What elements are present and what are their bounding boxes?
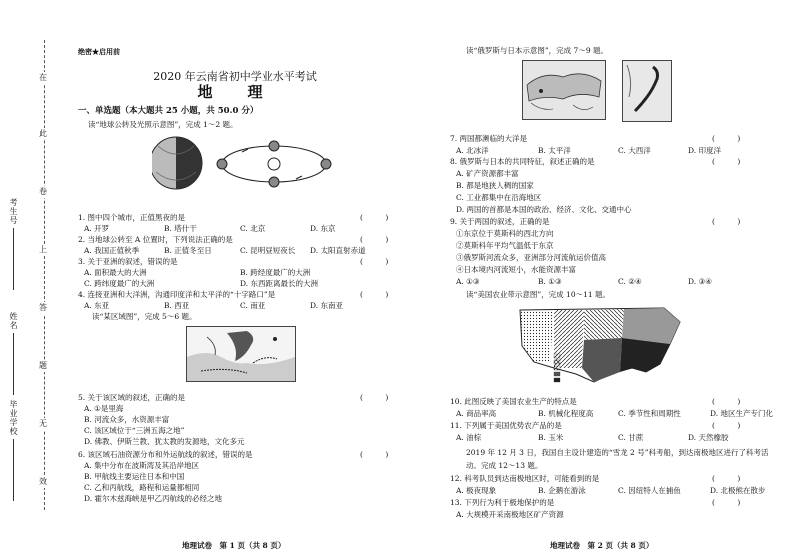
option: A. 商品率高: [456, 409, 497, 418]
school-field: 毕业学校: [8, 400, 18, 501]
candidate-number-field: 考生号: [8, 198, 18, 290]
option: D. 霍尔木兹海峡是甲乙丙航线的必经之地: [84, 494, 223, 503]
option: A. ①是里海: [84, 404, 124, 413]
page-footer: 地理试卷 第 1 页（共 8 页）: [182, 541, 286, 550]
page-right: [420, 0, 790, 560]
option: B. 正值冬至日: [164, 246, 212, 255]
option: D. 印度洋: [688, 146, 722, 155]
option: C. ②④: [618, 277, 642, 286]
subject-title: 地 理: [197, 83, 273, 101]
question-2: 2. 当地球公转至 A 位置时，下列说法正确的是: [78, 235, 233, 244]
option: C. 甘蔗: [618, 433, 644, 442]
earth-revolution-figure: [152, 132, 332, 196]
japan-map: [623, 61, 671, 121]
option: D. 天然橡胶: [688, 433, 729, 442]
question-13: 13. 下列行为利于极地保护的是: [450, 498, 555, 507]
option: A. 极夜现象: [456, 486, 497, 495]
option: D. 东西距离最长的大洲: [240, 279, 319, 288]
answer-paren: ( ): [712, 474, 741, 483]
answer-paren: ( ): [360, 235, 389, 244]
statement: ①东京位于莫斯科的西北方向: [456, 229, 554, 238]
us-agriculture-map-figure: [514, 302, 684, 394]
option: C. 大西洋: [618, 146, 651, 155]
option: B. 跨经度最广的大洲: [240, 268, 311, 277]
question-10: 10. 此图反映了美国农业生产的特点是: [450, 397, 577, 406]
question-11: 11. 下列属于美国优势农产品的是: [450, 421, 562, 430]
binding-char: 无: [39, 419, 47, 428]
option: C. 北京: [240, 224, 266, 233]
answer-paren: ( ): [360, 257, 389, 266]
earth-revolution-diagram: [152, 132, 332, 196]
question-8: 8. 俄罗斯与日本的共同特征，叙述正确的是: [450, 157, 595, 166]
intro-5-6: 读“某区域图”，完成 5～6 题。: [92, 312, 197, 321]
option: A. 面积最大的大洲: [84, 268, 147, 277]
option: B. 河流众多，水资源丰富: [84, 415, 170, 424]
option: A. ①③: [456, 277, 480, 286]
option: D. 佛教、伊斯兰教、犹太教的发源地，文化多元: [84, 437, 245, 446]
option: B. 太平洋: [538, 146, 571, 155]
option: D. 太阳直射赤道: [310, 246, 366, 255]
answer-paren: ( ): [712, 421, 741, 430]
question-7: 7. 两国都濒临的大洋是: [450, 134, 528, 143]
answer-paren: ( ): [360, 290, 389, 299]
option: D. 东京: [310, 224, 336, 233]
statement: ④日本境内河流短小，水能资源丰富: [456, 265, 576, 274]
option: D. 地区生产专门化: [710, 409, 774, 418]
option: A. 矿产资源都丰富: [456, 169, 519, 178]
binding-char: 卷: [39, 187, 47, 196]
option: D. ③④: [688, 277, 712, 286]
option: C. 工业都集中在沿海地区: [456, 193, 542, 202]
option: B. ①③: [538, 277, 562, 286]
question-12: 12. 科考队员到达南极地区时，可能看到的是: [450, 474, 600, 483]
question-9: 9. 关于两国的叙述，正确的是: [450, 217, 550, 226]
russia-map: [523, 61, 605, 119]
binding-char: 此: [39, 129, 47, 138]
intro-10-11: 读“美国农业带示意图”，完成 10～11 题。: [466, 290, 611, 299]
option: D. 东南亚: [310, 301, 344, 310]
exam-title: 2020 年云南省初中学业水平考试: [153, 70, 317, 83]
russia-map-figure: [522, 60, 606, 120]
option: C. 该区域位于“三洲五海之地”: [84, 426, 185, 435]
binding-char: 题: [39, 361, 47, 370]
name-field: 姓名: [8, 312, 18, 395]
option: C. 季节性和周期性: [618, 409, 681, 418]
option: C. 昆明昼短夜长: [240, 246, 296, 255]
option: A. 大规模开采南极地区矿产资源: [456, 510, 564, 519]
page-footer: 地理试卷 第 2 页（共 8 页）: [550, 541, 654, 550]
option: C. 因纽特人在捕鱼: [618, 486, 681, 495]
binding-char: 上: [39, 245, 47, 254]
option: A. 北冰洋: [456, 146, 489, 155]
japan-map-figure: [622, 60, 672, 122]
option: A. 油棕: [456, 433, 482, 442]
section-heading: 一、单选题（本大题共 25 小题，共 50.0 分）: [78, 106, 259, 116]
option: B. 机械化程度高: [538, 409, 594, 418]
question-5: 5. 关于该区域的叙述，正确的是: [78, 393, 186, 402]
option: C. 跨纬度最广的大洲: [84, 279, 155, 288]
answer-paren: ( ): [360, 393, 389, 402]
option: B. 企鹅在游泳: [538, 486, 586, 495]
option: D. 北极熊在散步: [710, 486, 766, 495]
question-3: 3. 关于亚洲的叙述，错误的是: [78, 257, 178, 266]
answer-paren: ( ): [360, 213, 389, 222]
question-6: 6. 该区域石油资源分布和外运航线的叙述，错误的是: [78, 450, 253, 459]
statement: ③俄罗斯河流众多，亚洲部分河流航运价值高: [456, 253, 606, 262]
option: C. 南亚: [240, 301, 266, 310]
binding-char: 答: [39, 303, 47, 312]
intro-7-9: 读“俄罗斯与日本示意图”，完成 7～9 题。: [466, 46, 608, 55]
binding-dashed-line: [44, 40, 45, 510]
question-4: 4. 连接亚洲和大洋洲，沟通印度洋和太平洋的“十字路口”是: [78, 290, 276, 299]
confidential-label: 绝密★启用前: [78, 47, 120, 56]
passage-12-13: 2019 年 12 月 3 日，我国自主设计建造的“雪龙 2 号”科考船，到达南极地区进行了科考活动。完成 12～13 题。: [466, 448, 769, 470]
binding-char: 在: [39, 73, 47, 82]
region-map-figure: [186, 326, 296, 382]
answer-paren: ( ): [712, 498, 741, 507]
region-map: [187, 327, 295, 381]
option: B. 都是地狭人稠的国家: [456, 181, 534, 190]
option: A. 开罗: [84, 224, 110, 233]
option: A. 集中分布在波斯湾及其沿岸地区: [84, 461, 200, 470]
option: B. 甲航线主要运往日本和中国: [84, 472, 185, 481]
binding-margin: [0, 0, 70, 560]
option: B. 玉米: [538, 433, 564, 442]
statement: ②莫斯科年平均气温低于东京: [456, 241, 554, 250]
option: A. 东亚: [84, 301, 110, 310]
question-1: 1. 图中四个城市，正值黑夜的是: [78, 213, 186, 222]
option: B. 西亚: [164, 301, 190, 310]
answer-paren: ( ): [712, 397, 741, 406]
us-agriculture-map: [514, 302, 684, 394]
answer-paren: ( ): [360, 450, 389, 459]
option: C. 乙和丙航线，路程和运量都相同: [84, 483, 200, 492]
answer-paren: ( ): [712, 157, 741, 166]
option: A. 我国正值秋季: [84, 246, 140, 255]
page-left: [70, 0, 410, 560]
answer-paren: ( ): [712, 217, 741, 226]
option: B. 塔什干: [164, 224, 197, 233]
option: D. 两国的首都是本国的政治、经济、文化、交通中心: [456, 205, 632, 214]
intro-1-2: 读“地球公转及光照示意图”，完成 1～2 题。: [88, 120, 238, 129]
binding-char: 效: [39, 477, 47, 486]
answer-paren: ( ): [712, 134, 741, 143]
